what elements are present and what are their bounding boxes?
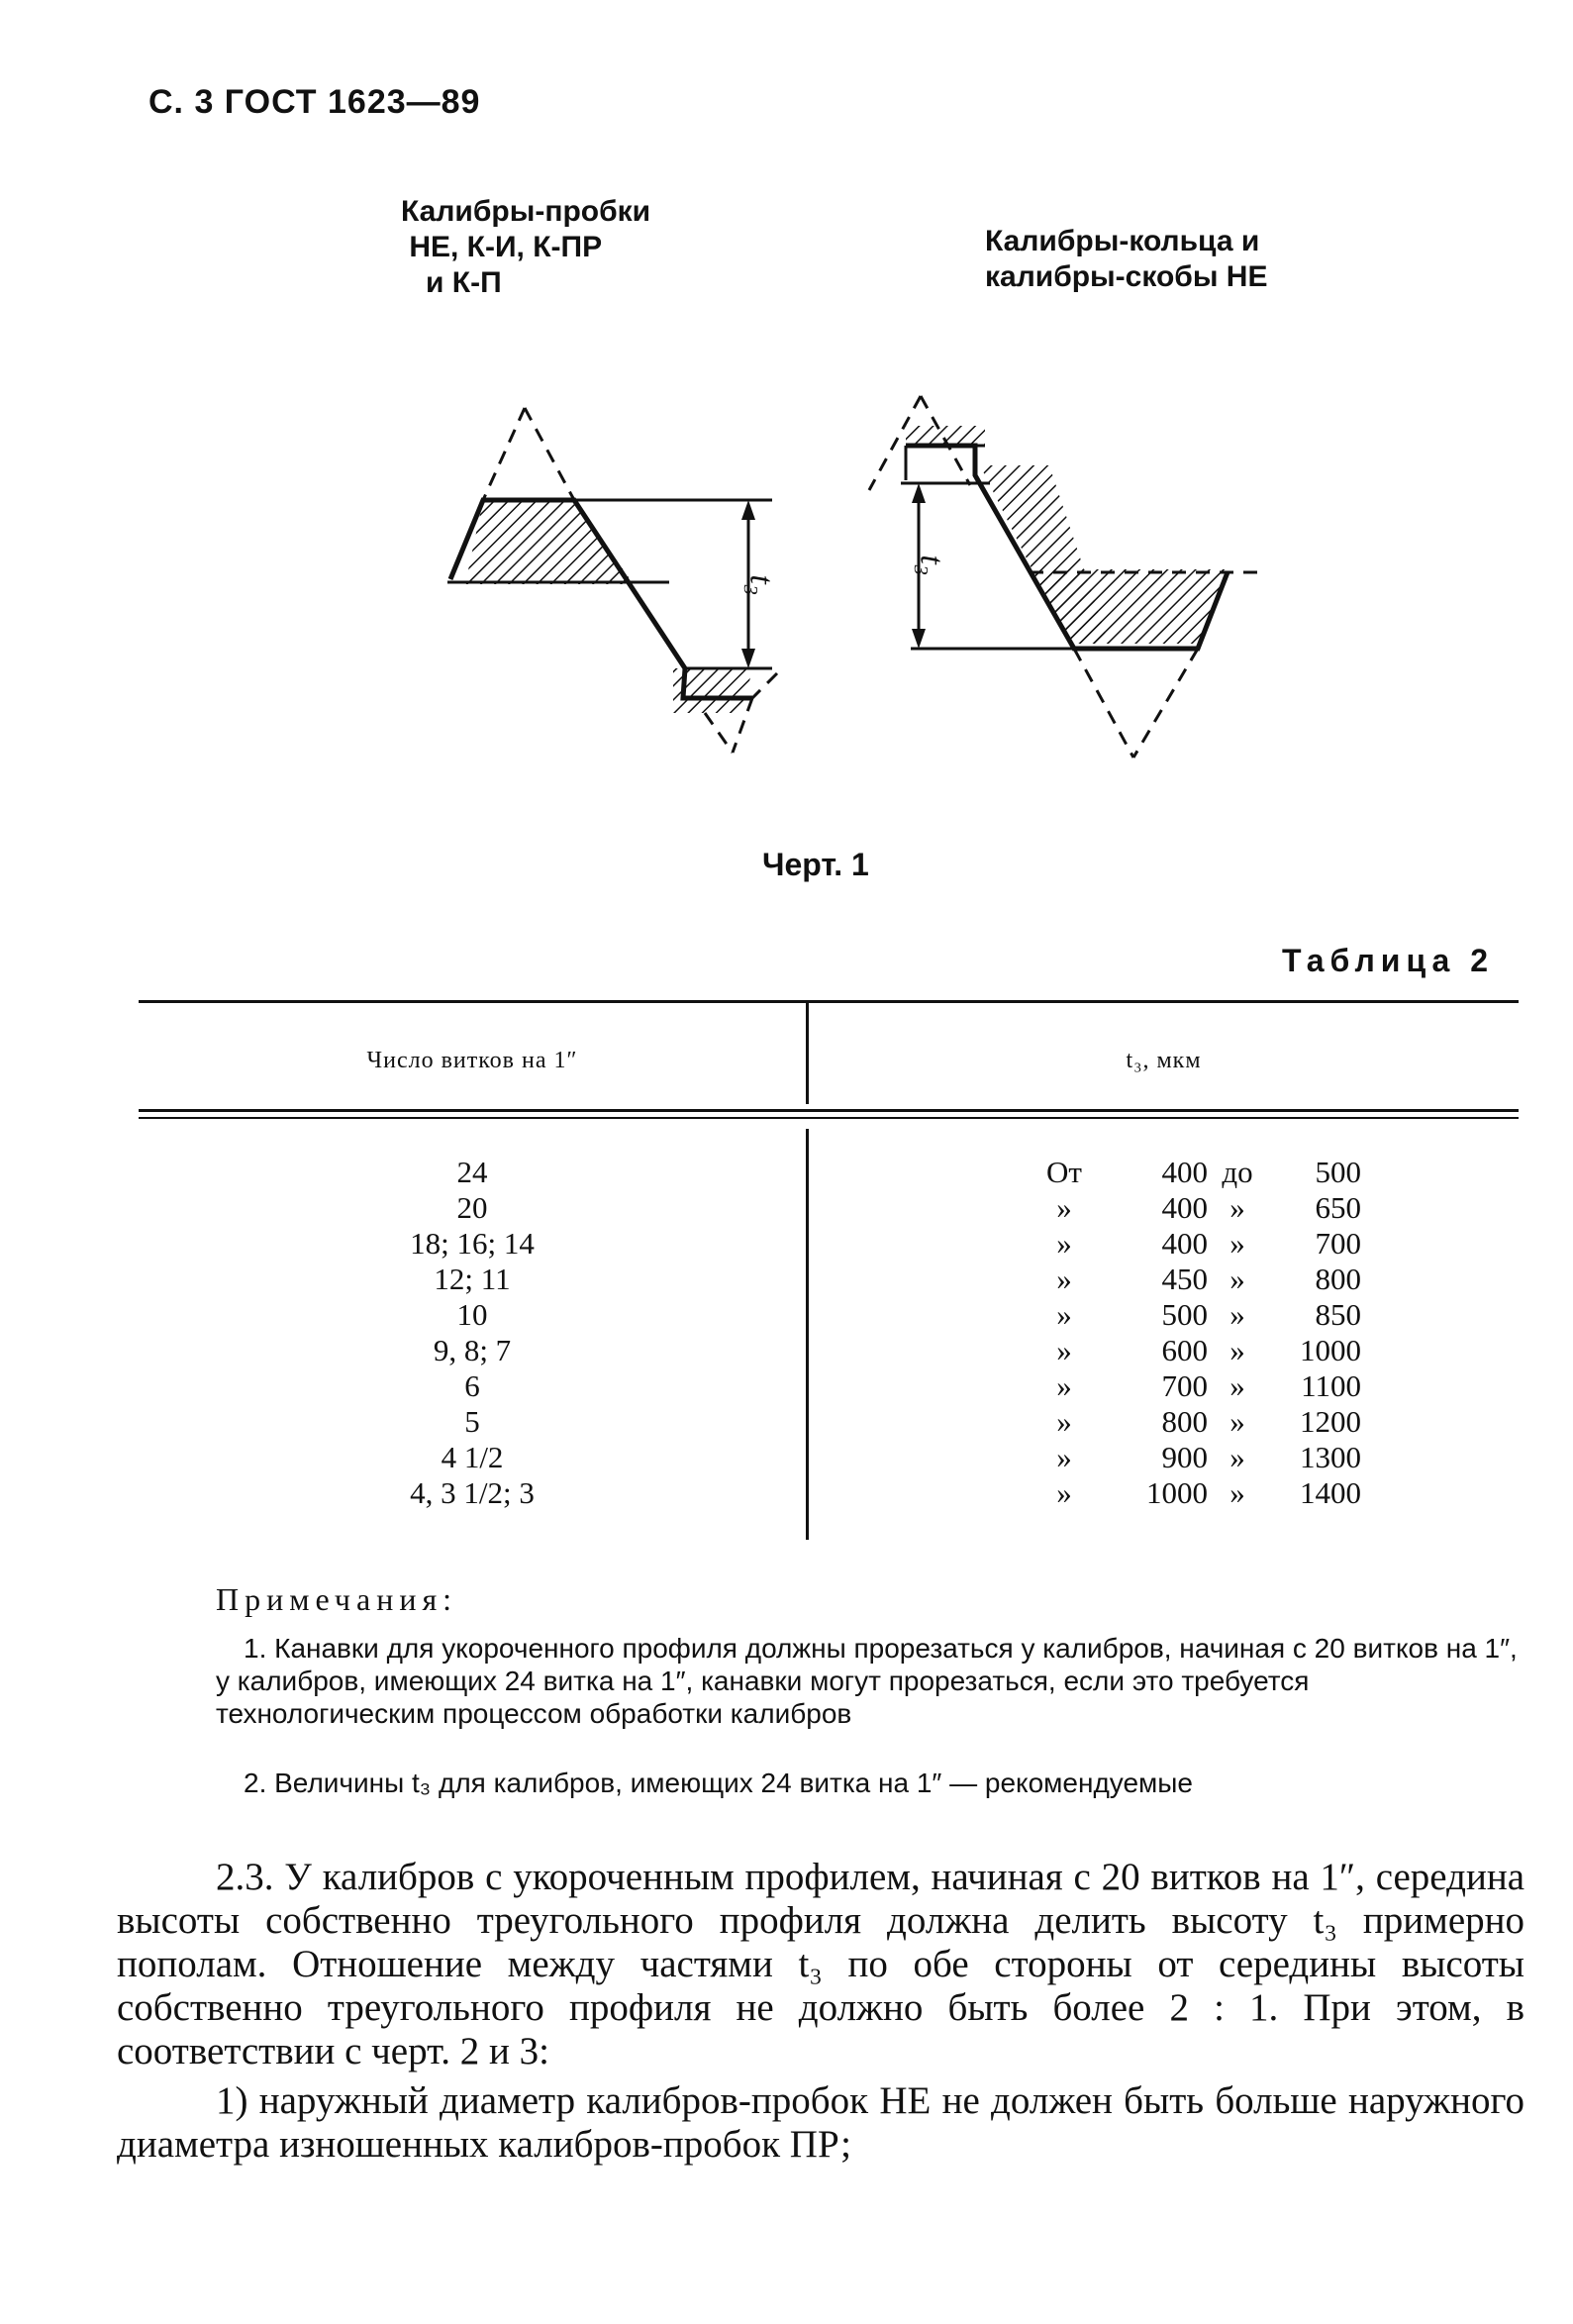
to-word: » <box>1229 1333 1245 1367</box>
from-value: 400 <box>1161 1226 1208 1261</box>
to-word: » <box>1229 1440 1245 1474</box>
right-dimension-label: t₃ <box>913 555 950 576</box>
from-value: 700 <box>1161 1368 1208 1403</box>
from-word: » <box>1056 1190 1072 1225</box>
turns-cell: 5 <box>464 1404 480 1439</box>
turns-cell: 10 <box>456 1297 488 1332</box>
table-top-rule <box>139 1000 1519 1003</box>
right-profile-figure <box>869 396 1267 758</box>
thread-profile-drawing <box>0 376 1573 792</box>
from-word: » <box>1056 1226 1072 1261</box>
note-1: 1. Канавки для укороченного профиля должны прорезаться у калибров, начиная с 20 витков на 1″, у калибров, имеющих 24 витка на 1″, канавки могут прорезаться, если это требуется технологическим процессом обработки калибров <box>216 1633 1518 1729</box>
table-header-t3: t₃, мкм <box>1126 1048 1202 1073</box>
turns-cell: 6 <box>464 1368 480 1403</box>
table-label: Таблица 2 <box>1281 943 1494 978</box>
to-value: 1300 <box>1300 1440 1361 1474</box>
to-word: до <box>1222 1155 1253 1189</box>
from-word: » <box>1056 1404 1072 1439</box>
from-word: » <box>1056 1368 1072 1403</box>
to-value: 850 <box>1315 1297 1361 1332</box>
left-profile-figure <box>447 408 777 753</box>
left-dimension-label: t₃ <box>742 574 780 596</box>
paragraph-2-3: 2.3. У калибров с укороченным профилем, начиная с 20 витков на 1″, середина высоты собственно треугольного профиля должна делить высоту t₃ примерно пополам. Отношение между частями t₃ по обе стороны от середины высоты собственно треугольного профиля не должно быть более 2 : 1. При этом, в соответствии с черт. 2 и 3: <box>117 1856 1524 2072</box>
turns-cell: 18; 16; 14 <box>410 1226 535 1261</box>
from-value: 900 <box>1161 1440 1208 1474</box>
from-word: » <box>1056 1262 1072 1296</box>
paragraph-item-1: 1) наружный диаметр калибров-пробок НЕ не должен быть больше наружного диаметра изношенных калибров-пробок ПР; <box>117 2079 1524 2166</box>
to-word: » <box>1229 1368 1245 1403</box>
table-row <box>0 1262 1573 1297</box>
to-word: » <box>1229 1475 1245 1510</box>
table-row <box>0 1404 1573 1440</box>
from-value: 800 <box>1161 1404 1208 1439</box>
table-row <box>0 1155 1573 1190</box>
to-word: » <box>1229 1262 1245 1296</box>
from-value: 450 <box>1161 1262 1208 1296</box>
to-word: » <box>1229 1404 1245 1439</box>
from-word: » <box>1056 1475 1072 1510</box>
table-header-rule-2 <box>139 1117 1519 1119</box>
turns-cell: 12; 11 <box>434 1262 511 1296</box>
table-row <box>0 1226 1573 1262</box>
left-figure-caption: Калибры-пробки НЕ, К-И, К-ПР и К-П <box>401 195 651 299</box>
to-value: 1000 <box>1300 1333 1361 1367</box>
table-row <box>0 1440 1573 1475</box>
from-value: 500 <box>1161 1297 1208 1332</box>
to-value: 500 <box>1315 1155 1361 1189</box>
from-word: » <box>1056 1440 1072 1474</box>
table-row <box>0 1297 1573 1333</box>
to-value: 650 <box>1315 1190 1361 1225</box>
table-header-turns: Число витков на 1″ <box>366 1048 578 1073</box>
notes-heading: Примечания: <box>216 1581 458 1617</box>
to-value: 1400 <box>1300 1475 1361 1510</box>
figure-title: Черт. 1 <box>762 847 869 882</box>
to-word: » <box>1229 1190 1245 1225</box>
to-value: 700 <box>1315 1226 1361 1261</box>
from-value: 400 <box>1161 1155 1208 1189</box>
table-row <box>0 1333 1573 1368</box>
from-word: » <box>1056 1333 1072 1367</box>
to-value: 800 <box>1315 1262 1361 1296</box>
turns-cell: 4, 3 1/2; 3 <box>410 1475 535 1510</box>
to-value: 1200 <box>1300 1404 1361 1439</box>
to-word: » <box>1229 1297 1245 1332</box>
table-row <box>0 1475 1573 1511</box>
to-value: 1100 <box>1301 1368 1361 1403</box>
turns-cell: 24 <box>456 1155 488 1189</box>
table-header-rule-1 <box>139 1109 1519 1112</box>
from-value: 400 <box>1161 1190 1208 1225</box>
body-paragraph <box>117 1856 1524 2167</box>
page-header: С. 3 ГОСТ 1623—89 <box>148 83 481 121</box>
turns-cell: 20 <box>456 1190 488 1225</box>
from-word: От <box>1046 1155 1082 1189</box>
turns-cell: 4 1/2 <box>441 1440 504 1474</box>
table-row <box>0 1190 1573 1226</box>
from-word: » <box>1056 1297 1072 1332</box>
from-value: 1000 <box>1146 1475 1208 1510</box>
note-2: 2. Величины t₃ для калибров, имеющих 24 витка на 1″ — рекомендуемые <box>244 1768 1193 1798</box>
table-row <box>0 1368 1573 1404</box>
to-word: » <box>1229 1226 1245 1261</box>
from-value: 600 <box>1161 1333 1208 1367</box>
turns-cell: 9, 8; 7 <box>433 1333 512 1367</box>
right-figure-caption: Калибры-кольца и калибры-скобы НЕ <box>985 225 1268 293</box>
